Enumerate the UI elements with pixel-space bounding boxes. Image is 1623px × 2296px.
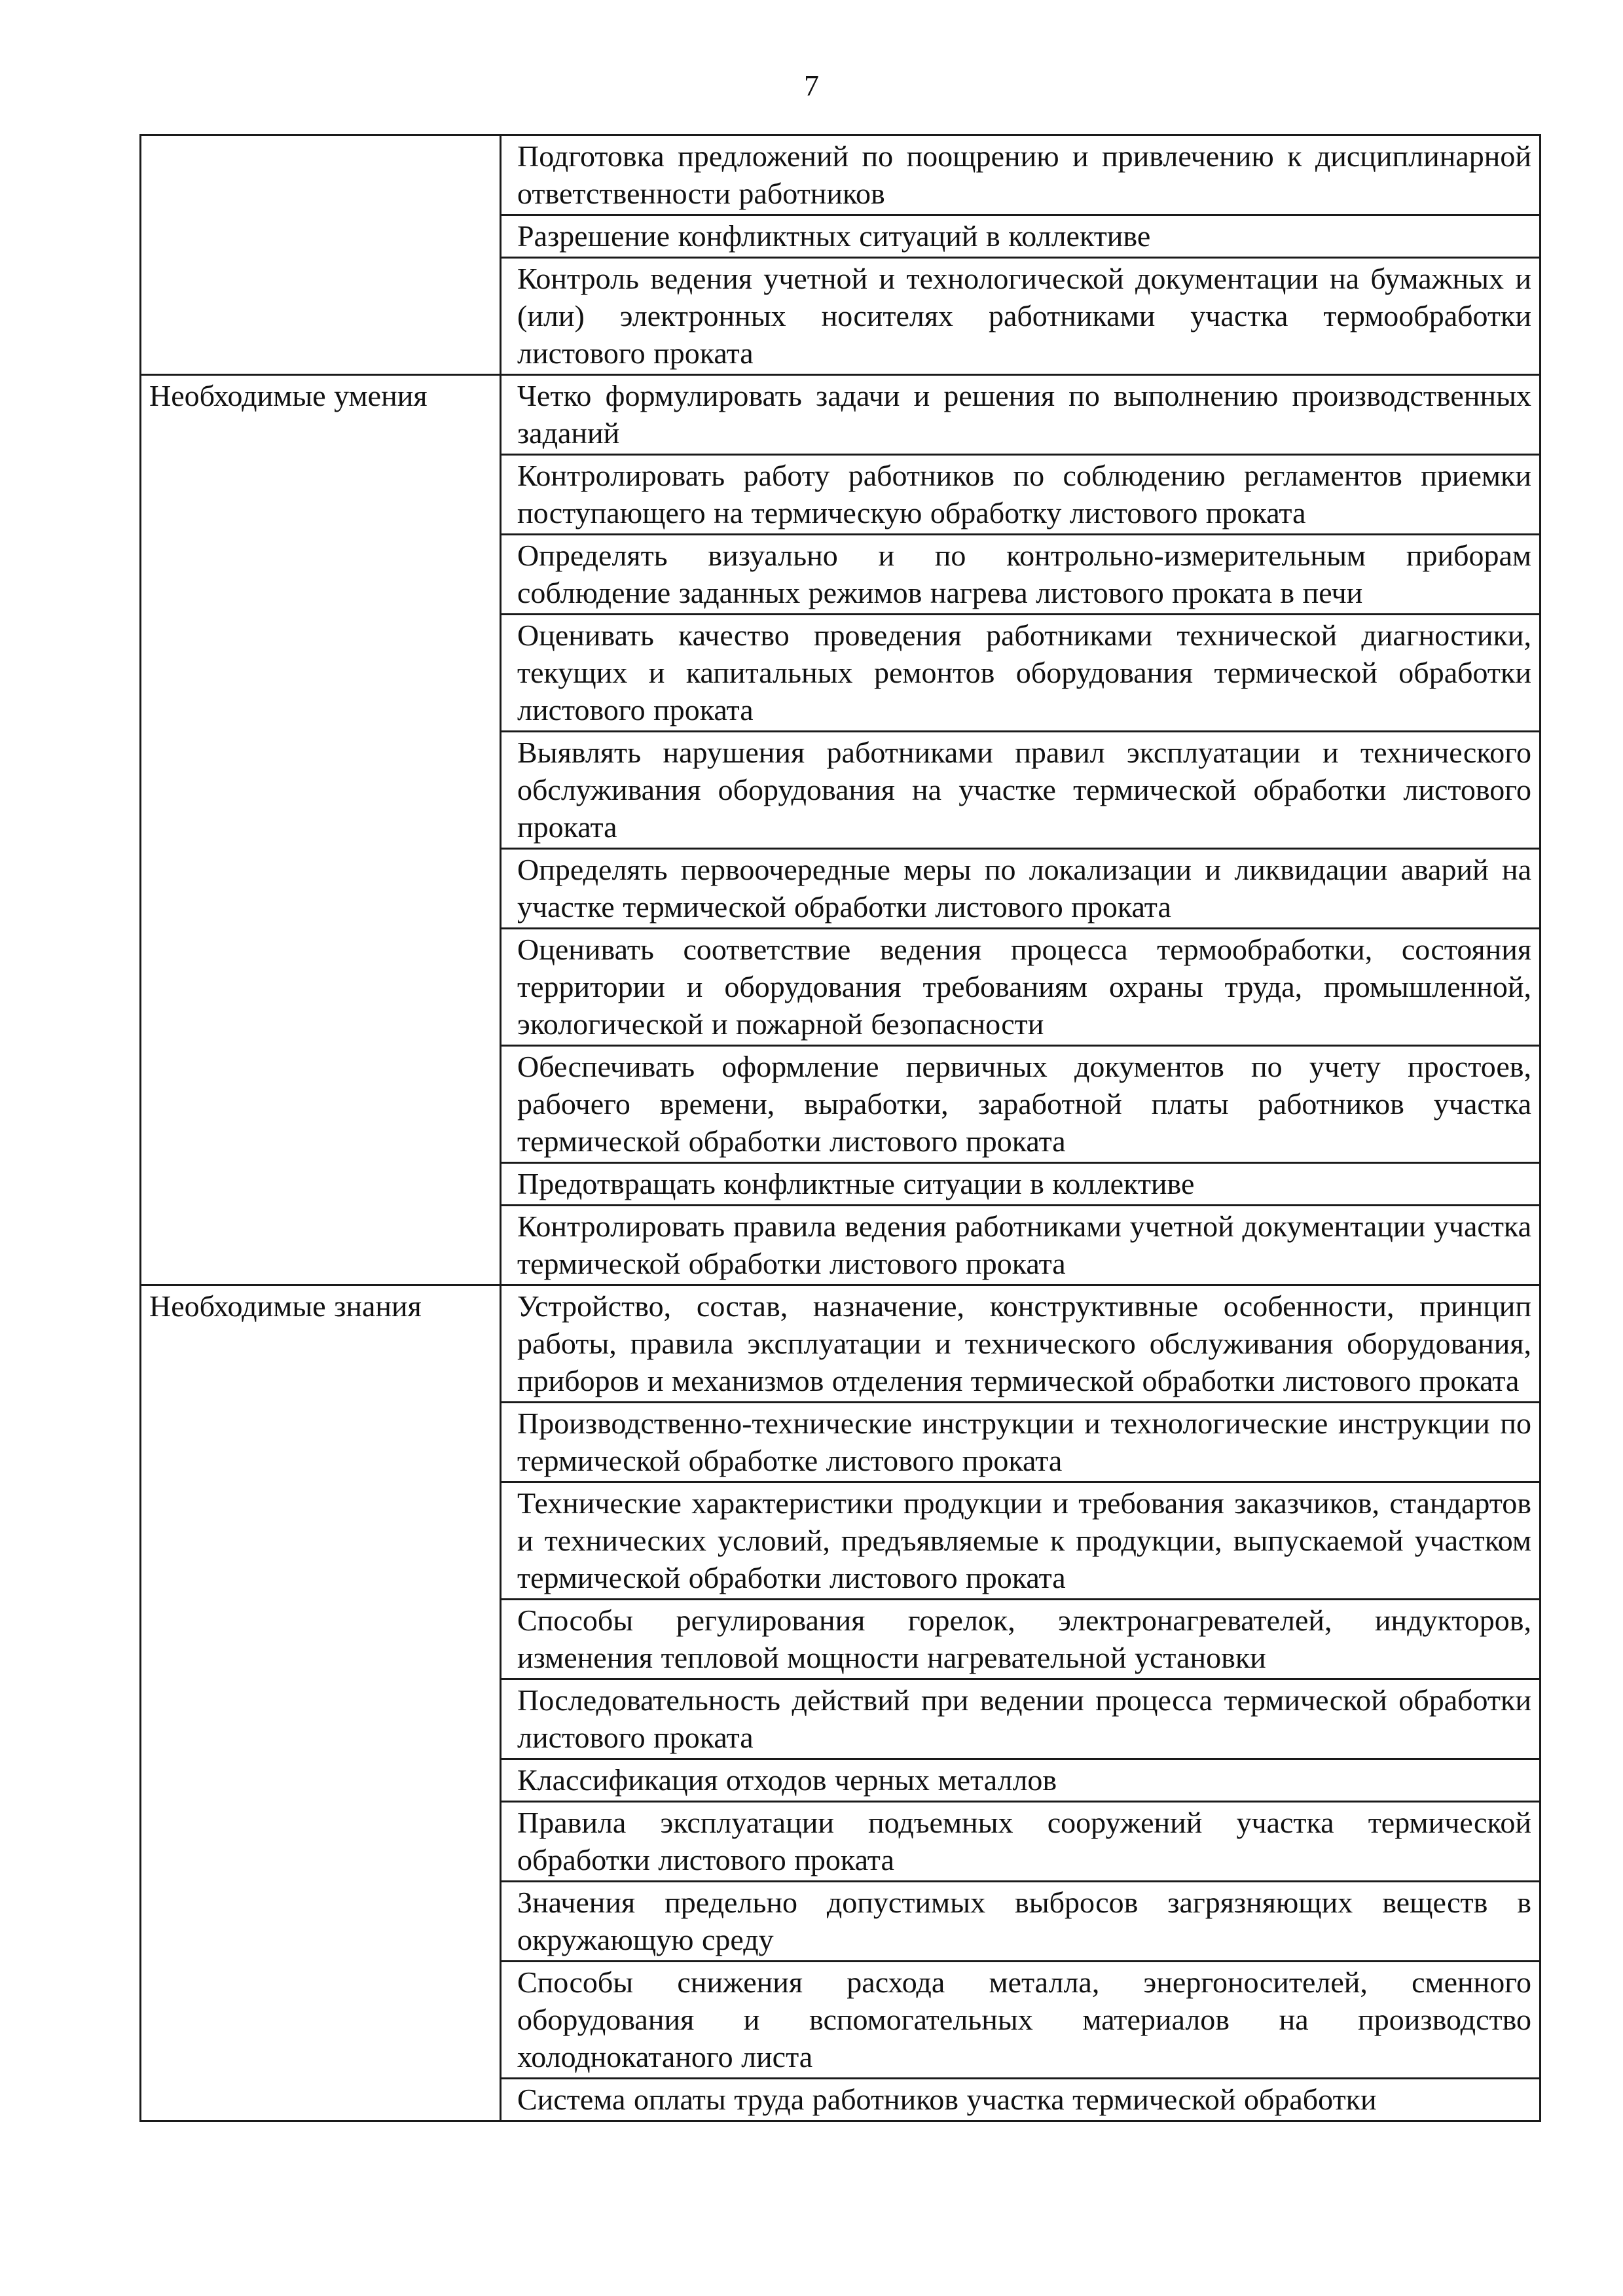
section-label: Необходимые знания [141,1285,501,2121]
requirement-item: Предотвращать конфликтные ситуации в коллективе [501,1163,1541,1206]
requirement-item: Обеспечивать оформление первичных документов по учету простоев, рабочего времени, выработки, заработной платы работников участка термической обработки листового проката [501,1046,1541,1163]
requirement-item: Значения предельно допустимых выбросов загрязняющих веществ в окружающую среду [501,1882,1541,1962]
table-row [141,1285,1541,1403]
requirement-item: Контролировать правила ведения работниками учетной документации участка термической обработки листового проката [501,1206,1541,1285]
page-number: 7 [804,69,819,102]
requirement-item: Устройство, состав, назначение, конструктивные особенности, принцип работы, правила эксплуатации и технического обслуживания оборудования, приборов и механизмов отделения термической обработки листового проката [501,1285,1541,1403]
requirement-item: Определять визуально и по контрольно-измерительным приборам соблюдение заданных режимов нагрева листового проката в печи [501,535,1541,615]
requirement-item: Четко формулировать задачи и решения по выполнению производственных заданий [501,375,1541,455]
requirements-table [139,134,1541,2122]
table-row [141,135,1541,215]
requirement-item: Разрешение конфликтных ситуаций в коллективе [501,215,1541,258]
requirement-item: Контролировать работу работников по соблюдению регламентов приемки поступающего на термическую обработку листового проката [501,455,1541,535]
requirement-item: Определять первоочередные меры по локализации и ликвидации аварий на участке термической обработки листового проката [501,849,1541,929]
requirement-item: Оценивать качество проведения работниками технической диагностики, текущих и капитальных ремонтов оборудования термической обработки листового проката [501,615,1541,732]
requirement-item: Способы регулирования горелок, электронагревателей, индукторов, изменения тепловой мощности нагревательной установки [501,1600,1541,1679]
requirements-table-body [141,135,1541,2121]
requirement-item: Выявлять нарушения работниками правил эксплуатации и технического обслуживания оборудования на участке термической обработки листового проката [501,732,1541,849]
section-label [141,135,501,375]
requirement-item: Оценивать соответствие ведения процесса термообработки, состояния территории и оборудования требованиям охраны труда, промышленной, экологической и пожарной безопасности [501,929,1541,1046]
requirement-item: Производственно-технические инструкции и технологические инструкции по термической обработке листового проката [501,1403,1541,1482]
requirement-item: Подготовка предложений по поощрению и привлечению к дисциплинарной ответственности работников [501,135,1541,215]
requirement-item: Технические характеристики продукции и требования заказчиков, стандартов и технических условий, предъявляемые к продукции, выпускаемой участком термической обработки листового проката [501,1482,1541,1600]
requirement-item: Последовательность действий при ведении процесса термической обработки листового проката [501,1679,1541,1759]
table-row [141,375,1541,455]
requirement-item: Правила эксплуатации подъемных сооружений участка термической обработки листового проката [501,1802,1541,1882]
requirement-item: Контроль ведения учетной и технологической документации на бумажных и (или) электронных носителях работниками участка термообработки листового проката [501,258,1541,375]
requirement-item: Система оплаты труда работников участка термической обработки [501,2079,1541,2121]
requirement-item: Классификация отходов черных металлов [501,1759,1541,1802]
section-label: Необходимые умения [141,375,501,1285]
requirement-item: Способы снижения расхода металла, энергоносителей, сменного оборудования и вспомогательных материалов на производство холоднокатаного листа [501,1962,1541,2079]
